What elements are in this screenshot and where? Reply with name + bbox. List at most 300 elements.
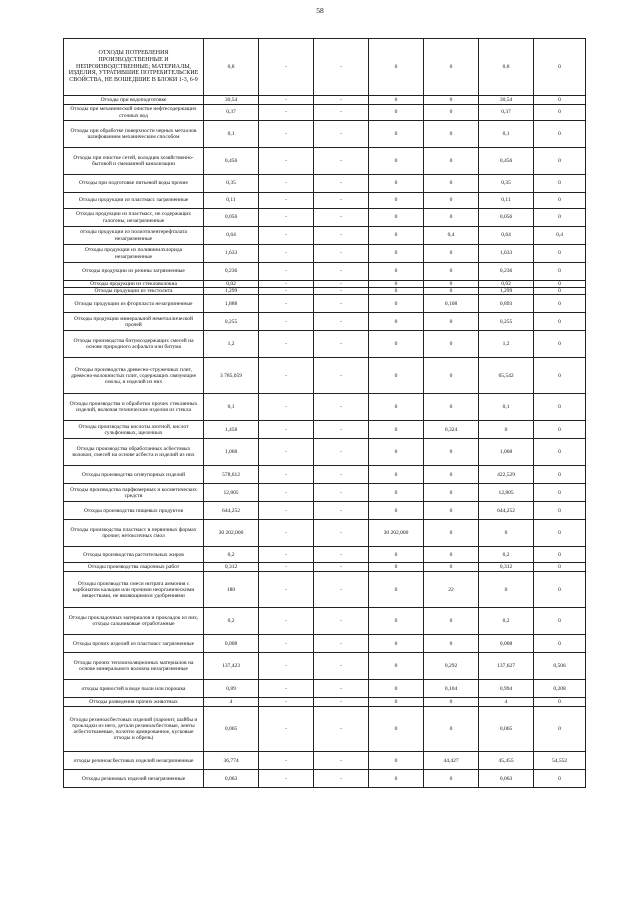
value-cell: 0 bbox=[534, 394, 586, 421]
value-cell: 0 bbox=[369, 148, 424, 175]
value-cell: - bbox=[259, 770, 314, 788]
table-row bbox=[64, 698, 586, 707]
value-cell: 0 bbox=[534, 484, 586, 502]
value-cell: 1,458 bbox=[204, 421, 259, 439]
waste-type-cell: Отходы производства пищевых продуктов bbox=[64, 502, 204, 520]
table-row bbox=[64, 358, 586, 394]
value-cell: 0 bbox=[534, 563, 586, 572]
value-cell: - bbox=[259, 245, 314, 263]
value-cell: 0 bbox=[424, 121, 479, 148]
table-row bbox=[64, 653, 586, 680]
value-cell: 0 bbox=[479, 520, 534, 547]
value-cell: - bbox=[259, 466, 314, 484]
value-cell: 0 bbox=[534, 288, 586, 295]
value-cell: - bbox=[314, 520, 369, 547]
waste-type-cell: Отходы прокладочных материалов и прокладок из них, отходы сальниковые отработанные bbox=[64, 608, 204, 635]
value-cell: - bbox=[259, 394, 314, 421]
waste-type-cell: Отходы производства растительных жиров bbox=[64, 547, 204, 563]
value-cell: 0,1 bbox=[204, 121, 259, 148]
value-cell: 0,456 bbox=[479, 148, 534, 175]
value-cell: - bbox=[314, 635, 369, 653]
value-cell: 0,994 bbox=[479, 680, 534, 698]
value-cell: 0 bbox=[534, 313, 586, 331]
value-cell: 0 bbox=[424, 547, 479, 563]
value-cell: - bbox=[314, 439, 369, 466]
table-row bbox=[64, 502, 586, 520]
value-cell: - bbox=[314, 288, 369, 295]
value-cell: 0 bbox=[369, 331, 424, 358]
value-cell: 1,2 bbox=[479, 331, 534, 358]
value-cell: 0 bbox=[534, 421, 586, 439]
value-cell: - bbox=[314, 96, 369, 105]
value-cell: - bbox=[314, 105, 369, 121]
value-cell: 0,065 bbox=[204, 707, 259, 752]
table-row bbox=[64, 245, 586, 263]
value-cell: - bbox=[314, 148, 369, 175]
value-cell: 0 bbox=[534, 439, 586, 466]
value-cell: - bbox=[314, 295, 369, 313]
value-cell: 0 bbox=[369, 209, 424, 227]
value-cell: 0 bbox=[369, 227, 424, 245]
value-cell: 0 bbox=[424, 281, 479, 288]
value-cell: 0 bbox=[424, 358, 479, 394]
value-cell: 45,455 bbox=[479, 752, 534, 770]
waste-type-cell: Отходы продукции из пластмасс, не содержащих галогены, незагрязненные bbox=[64, 209, 204, 227]
table-row bbox=[64, 680, 586, 698]
table-row bbox=[64, 707, 586, 752]
value-cell: - bbox=[259, 209, 314, 227]
value-cell: 0 bbox=[534, 707, 586, 752]
table-row bbox=[64, 227, 586, 245]
value-cell: 0 bbox=[424, 466, 479, 484]
value-cell: 0 bbox=[534, 96, 586, 105]
value-cell: 0 bbox=[534, 281, 586, 288]
table-row bbox=[64, 331, 586, 358]
value-cell: 0,89 bbox=[204, 680, 259, 698]
value-cell: 0 bbox=[534, 121, 586, 148]
waste-type-cell: Отходы при очистке сетей, колодцев хозяйственно-бытовой и смешанной канализации bbox=[64, 148, 204, 175]
value-cell: 0 bbox=[534, 263, 586, 281]
value-cell: - bbox=[259, 547, 314, 563]
table-row bbox=[64, 394, 586, 421]
waste-type-cell: Отходы производства пластмасс в первичных формах прочие; нетоксичных смол bbox=[64, 520, 204, 547]
value-cell: 0,324 bbox=[424, 421, 479, 439]
value-cell: 30 202,000 bbox=[369, 520, 424, 547]
value-cell: 0 bbox=[369, 193, 424, 209]
value-cell: 0 bbox=[369, 484, 424, 502]
table-row bbox=[64, 209, 586, 227]
value-cell: 0 bbox=[424, 563, 479, 572]
value-cell: 180 bbox=[204, 572, 259, 608]
table-row bbox=[64, 572, 586, 608]
value-cell: - bbox=[314, 770, 369, 788]
value-cell: 422,529 bbox=[479, 466, 534, 484]
value-cell: 0,104 bbox=[424, 680, 479, 698]
value-cell: - bbox=[259, 281, 314, 288]
value-cell: 0 bbox=[424, 148, 479, 175]
value-cell: 1,068 bbox=[479, 439, 534, 466]
value-cell: - bbox=[259, 572, 314, 608]
value-cell: - bbox=[314, 39, 369, 96]
value-cell: 0,008 bbox=[479, 635, 534, 653]
value-cell: 0 bbox=[424, 770, 479, 788]
value-cell: 0,255 bbox=[204, 313, 259, 331]
value-cell: 0 bbox=[369, 752, 424, 770]
waste-type-cell: отходы резиноасбестовых изделий незагрязненные bbox=[64, 752, 204, 770]
value-cell: 0,2 bbox=[204, 608, 259, 635]
value-cell: 0 bbox=[534, 547, 586, 563]
value-cell: 0,1 bbox=[204, 394, 259, 421]
value-cell: 1,2 bbox=[204, 331, 259, 358]
waste-type-cell: Отходы производства огнеупорных изделий bbox=[64, 466, 204, 484]
table-row bbox=[64, 288, 586, 295]
value-cell: 4 bbox=[479, 698, 534, 707]
table-row bbox=[64, 96, 586, 105]
value-cell: - bbox=[259, 105, 314, 121]
waste-table bbox=[63, 38, 586, 788]
value-cell: 0,1 bbox=[479, 121, 534, 148]
value-cell: 30,54 bbox=[204, 96, 259, 105]
value-cell: 54,552 bbox=[534, 752, 586, 770]
value-cell: - bbox=[259, 752, 314, 770]
value-cell: 0 bbox=[534, 193, 586, 209]
value-cell: - bbox=[314, 121, 369, 148]
value-cell: 12,805 bbox=[204, 484, 259, 502]
value-cell: 0 bbox=[534, 105, 586, 121]
waste-type-cell: Отходы продукции минеральной неметаллической прочей bbox=[64, 313, 204, 331]
value-cell: 0,02 bbox=[204, 281, 259, 288]
value-cell: 3 785,059 bbox=[204, 358, 259, 394]
table-row bbox=[64, 175, 586, 193]
value-cell: 0 bbox=[369, 96, 424, 105]
value-cell: 0,35 bbox=[204, 175, 259, 193]
value-cell: 0 bbox=[369, 281, 424, 288]
value-cell: 0 bbox=[424, 288, 479, 295]
value-cell: - bbox=[314, 358, 369, 394]
value-cell: 0 bbox=[479, 421, 534, 439]
value-cell: 0 bbox=[369, 698, 424, 707]
page-number: 58 bbox=[316, 6, 324, 15]
table-row bbox=[64, 563, 586, 572]
value-cell: 0 bbox=[424, 39, 479, 96]
value-cell: - bbox=[259, 707, 314, 752]
value-cell: 0 bbox=[534, 245, 586, 263]
value-cell: 0 bbox=[534, 572, 586, 608]
table-row bbox=[64, 439, 586, 466]
value-cell: 644,252 bbox=[204, 502, 259, 520]
table-row bbox=[64, 466, 586, 484]
table-row bbox=[64, 263, 586, 281]
value-cell: 1,888 bbox=[204, 295, 259, 313]
value-cell: 0,37 bbox=[204, 105, 259, 121]
value-cell: - bbox=[314, 193, 369, 209]
value-cell: 0 bbox=[369, 563, 424, 572]
waste-type-cell: Отходы резиноасбестовых изделий (паронит, шайбы и прокладки из него, детали резиноасбестовые, ленты асбестотканевые, полотно армированное, кусковые отходы и обрезь) bbox=[64, 707, 204, 752]
waste-type-cell: Отходы продукции из поливинилхлорида незагрязненные bbox=[64, 245, 204, 263]
table-row bbox=[64, 193, 586, 209]
waste-type-cell: Отходы продукции из фторпласта незагрязненные bbox=[64, 295, 204, 313]
waste-type-cell: Отходы при механической очистке нефтесодержащих сточных вод bbox=[64, 105, 204, 121]
value-cell: 0,208 bbox=[534, 680, 586, 698]
table-row bbox=[64, 105, 586, 121]
value-cell: - bbox=[259, 227, 314, 245]
value-cell: - bbox=[314, 331, 369, 358]
value-cell: 0 bbox=[534, 295, 586, 313]
value-cell: - bbox=[259, 263, 314, 281]
value-cell: 0 bbox=[424, 439, 479, 466]
value-cell: 644,252 bbox=[479, 502, 534, 520]
waste-type-cell: Отходы прочих теплоизоляционных материалов на основе минерального волокна незагрязненные bbox=[64, 653, 204, 680]
value-cell: - bbox=[259, 39, 314, 96]
waste-type-cell: ОТХОДЫ ПОТРЕБЛЕНИЯ ПРОИЗВОДСТВЕННЫЕ И НЕПРОИЗВОДСТВЕННЫЕ; МАТЕРИАЛЫ, ИЗДЕЛИЯ, УТРАТИВШИЕ ПОТРЕБИТЕЛЬСКИЕ СВОЙСТВА, НЕ ВОШЕДШИЕ В БЛОКИ 1-3, 6-9 bbox=[64, 39, 204, 96]
table-row bbox=[64, 281, 586, 288]
waste-type-cell: Отходы производства парфюмерных и косметических средств bbox=[64, 484, 204, 502]
value-cell: 0,35 bbox=[479, 175, 534, 193]
value-cell: 137,627 bbox=[479, 653, 534, 680]
value-cell: - bbox=[259, 96, 314, 105]
value-cell: 0 bbox=[534, 698, 586, 707]
value-cell: 1,299 bbox=[204, 288, 259, 295]
value-cell: 0 bbox=[369, 439, 424, 466]
value-cell: 44,427 bbox=[424, 752, 479, 770]
value-cell: - bbox=[259, 193, 314, 209]
table-row bbox=[64, 313, 586, 331]
value-cell: - bbox=[259, 635, 314, 653]
value-cell: - bbox=[259, 295, 314, 313]
table-row bbox=[64, 484, 586, 502]
value-cell: 0 bbox=[534, 520, 586, 547]
value-cell: 0 bbox=[534, 502, 586, 520]
value-cell: - bbox=[314, 563, 369, 572]
value-cell: - bbox=[259, 421, 314, 439]
value-cell: 0,2 bbox=[204, 547, 259, 563]
value-cell: 137,423 bbox=[204, 653, 259, 680]
value-cell: 0,8 bbox=[204, 39, 259, 96]
value-cell: 0 bbox=[534, 358, 586, 394]
value-cell: - bbox=[259, 439, 314, 466]
value-cell: 0,8 bbox=[479, 39, 534, 96]
value-cell: - bbox=[314, 572, 369, 608]
value-cell: 0,2 bbox=[479, 547, 534, 563]
value-cell: - bbox=[259, 313, 314, 331]
value-cell: 0 bbox=[369, 466, 424, 484]
value-cell: 36,774 bbox=[204, 752, 259, 770]
value-cell: 22 bbox=[424, 572, 479, 608]
value-cell: 0 bbox=[534, 39, 586, 96]
value-cell: - bbox=[314, 209, 369, 227]
value-cell: 0 bbox=[369, 105, 424, 121]
value-cell: 0 bbox=[369, 608, 424, 635]
value-cell: 0 bbox=[534, 175, 586, 193]
value-cell: 0 bbox=[369, 295, 424, 313]
value-cell: 0,063 bbox=[204, 770, 259, 788]
value-cell: - bbox=[259, 502, 314, 520]
value-cell: 0,456 bbox=[204, 148, 259, 175]
value-cell: 578,612 bbox=[204, 466, 259, 484]
value-cell: 0,64 bbox=[479, 227, 534, 245]
value-cell: 0,292 bbox=[424, 653, 479, 680]
table-row bbox=[64, 770, 586, 788]
value-cell: 0,37 bbox=[479, 105, 534, 121]
value-cell: - bbox=[314, 707, 369, 752]
value-cell: 0,056 bbox=[204, 209, 259, 227]
value-cell: 0 bbox=[424, 313, 479, 331]
value-cell: - bbox=[314, 421, 369, 439]
value-cell: 0 bbox=[534, 466, 586, 484]
value-cell: 0 bbox=[534, 148, 586, 175]
value-cell: 0 bbox=[424, 707, 479, 752]
value-cell: - bbox=[314, 227, 369, 245]
waste-type-cell: Отходы производства обработанных асбестовых волокон, смесей на основе асбеста и изделий из них bbox=[64, 439, 204, 466]
value-cell: - bbox=[259, 358, 314, 394]
value-cell: 0 bbox=[369, 421, 424, 439]
waste-type-cell: Отходы при подготовке питьевой воды прочие bbox=[64, 175, 204, 193]
value-cell: 0 bbox=[424, 608, 479, 635]
value-cell: 0,236 bbox=[479, 263, 534, 281]
value-cell: 4 bbox=[204, 698, 259, 707]
value-cell: - bbox=[259, 288, 314, 295]
value-cell: 0 bbox=[369, 547, 424, 563]
waste-type-cell: Отходы продукции из текстолита bbox=[64, 288, 204, 295]
value-cell: 0,236 bbox=[204, 263, 259, 281]
table-row bbox=[64, 752, 586, 770]
waste-type-cell: Отходы прочих изделий из пластмасс загрязненные bbox=[64, 635, 204, 653]
value-cell: 0,255 bbox=[479, 313, 534, 331]
value-cell: - bbox=[259, 121, 314, 148]
value-cell: - bbox=[314, 484, 369, 502]
value-cell: 0,108 bbox=[424, 295, 479, 313]
value-cell: 0 bbox=[369, 39, 424, 96]
value-cell: 0 bbox=[369, 572, 424, 608]
table-row bbox=[64, 39, 586, 96]
value-cell: 0,063 bbox=[479, 770, 534, 788]
value-cell: 0,2 bbox=[479, 608, 534, 635]
value-cell: - bbox=[314, 680, 369, 698]
table-row bbox=[64, 148, 586, 175]
value-cell: - bbox=[259, 680, 314, 698]
waste-type-cell: Отходы продукции из стекловолокна bbox=[64, 281, 204, 288]
value-cell: 12,805 bbox=[479, 484, 534, 502]
waste-type-cell: Отходы производства битумсодержащих смесей на основе природного асфальта или битума bbox=[64, 331, 204, 358]
value-cell: - bbox=[314, 263, 369, 281]
value-cell: 0 bbox=[424, 484, 479, 502]
value-cell: 0 bbox=[369, 635, 424, 653]
value-cell: 0,4 bbox=[424, 227, 479, 245]
waste-type-cell: Отходы производства сварочных работ bbox=[64, 563, 204, 572]
waste-type-cell: Отходы производства смеси нитрата аммония с карбонатом кальция или прочими неорганическими веществами, не являющимися удобрениями bbox=[64, 572, 204, 608]
value-cell: 30,54 bbox=[479, 96, 534, 105]
value-cell: - bbox=[314, 653, 369, 680]
value-cell: - bbox=[259, 484, 314, 502]
value-cell: - bbox=[259, 175, 314, 193]
value-cell: 0 bbox=[369, 707, 424, 752]
value-cell: 0 bbox=[534, 635, 586, 653]
waste-type-cell: Отходы резиновых изделий незагрязненные bbox=[64, 770, 204, 788]
value-cell: 0,008 bbox=[204, 635, 259, 653]
value-cell: 0,065 bbox=[479, 707, 534, 752]
waste-type-cell: Отходы производства и обработки прочих стеклянных изделий, включая технические изделия из стекла bbox=[64, 394, 204, 421]
value-cell: 0 bbox=[369, 502, 424, 520]
value-cell: 0 bbox=[369, 313, 424, 331]
value-cell: - bbox=[314, 547, 369, 563]
value-cell: 0,1 bbox=[479, 394, 534, 421]
value-cell: 0 bbox=[424, 105, 479, 121]
value-cell: - bbox=[314, 752, 369, 770]
waste-type-cell: Отходы продукции из резины загрязненные bbox=[64, 263, 204, 281]
value-cell: 0 bbox=[369, 245, 424, 263]
value-cell: 1,299 bbox=[479, 288, 534, 295]
value-cell: - bbox=[314, 502, 369, 520]
table-row bbox=[64, 608, 586, 635]
value-cell: 0,893 bbox=[479, 295, 534, 313]
value-cell: - bbox=[314, 245, 369, 263]
value-cell: 0 bbox=[534, 331, 586, 358]
value-cell: 0 bbox=[424, 394, 479, 421]
table-row bbox=[64, 121, 586, 148]
value-cell: 0 bbox=[424, 245, 479, 263]
value-cell: - bbox=[259, 520, 314, 547]
value-cell: 0 bbox=[369, 394, 424, 421]
value-cell: 0 bbox=[369, 121, 424, 148]
value-cell: 0,4 bbox=[534, 227, 586, 245]
value-cell: 0 bbox=[424, 635, 479, 653]
value-cell: 0,64 bbox=[204, 227, 259, 245]
value-cell: 0 bbox=[424, 698, 479, 707]
value-cell: 0,312 bbox=[204, 563, 259, 572]
value-cell: - bbox=[259, 331, 314, 358]
waste-type-cell: отходы продукции из полиэтилентерефталата незагрязненные bbox=[64, 227, 204, 245]
value-cell: - bbox=[314, 281, 369, 288]
table-row bbox=[64, 547, 586, 563]
waste-type-cell: отходы пряностей в виде пыли или порошка bbox=[64, 680, 204, 698]
value-cell: - bbox=[259, 608, 314, 635]
value-cell: 0 bbox=[369, 288, 424, 295]
waste-type-cell: Отходы разведения прочих животных bbox=[64, 698, 204, 707]
value-cell: 0 bbox=[424, 175, 479, 193]
value-cell: 0,056 bbox=[479, 209, 534, 227]
waste-type-cell: Отходы производства древесно-стружечных плит, древесно-волокнистых плит, содержащих связующие смолы, и изделий из них bbox=[64, 358, 204, 394]
value-cell: 0 bbox=[424, 502, 479, 520]
value-cell: 1,068 bbox=[204, 439, 259, 466]
value-cell: 0 bbox=[369, 358, 424, 394]
value-cell: - bbox=[314, 313, 369, 331]
value-cell: 30 202,000 bbox=[204, 520, 259, 547]
value-cell: 0 bbox=[534, 209, 586, 227]
waste-type-cell: Отходы продукции из пластмасс загрязненные bbox=[64, 193, 204, 209]
value-cell: 0 bbox=[369, 770, 424, 788]
value-cell: 0,02 bbox=[479, 281, 534, 288]
value-cell: 1,633 bbox=[479, 245, 534, 263]
value-cell: 0 bbox=[369, 175, 424, 193]
value-cell: 0 bbox=[369, 263, 424, 281]
value-cell: 0 bbox=[424, 209, 479, 227]
value-cell: 0 bbox=[534, 770, 586, 788]
value-cell: - bbox=[314, 394, 369, 421]
value-cell: 0 bbox=[424, 96, 479, 105]
table-row bbox=[64, 295, 586, 313]
waste-type-cell: Отходы производства кислоты азотной, кислот сульфоновых, щелочных bbox=[64, 421, 204, 439]
value-cell: 65,542 bbox=[479, 358, 534, 394]
table-row bbox=[64, 421, 586, 439]
value-cell: 0 bbox=[424, 193, 479, 209]
table-row bbox=[64, 635, 586, 653]
value-cell: 0 bbox=[369, 680, 424, 698]
value-cell: 0,506 bbox=[534, 653, 586, 680]
value-cell: 0,312 bbox=[479, 563, 534, 572]
value-cell: - bbox=[259, 653, 314, 680]
value-cell: - bbox=[259, 563, 314, 572]
value-cell: - bbox=[314, 175, 369, 193]
